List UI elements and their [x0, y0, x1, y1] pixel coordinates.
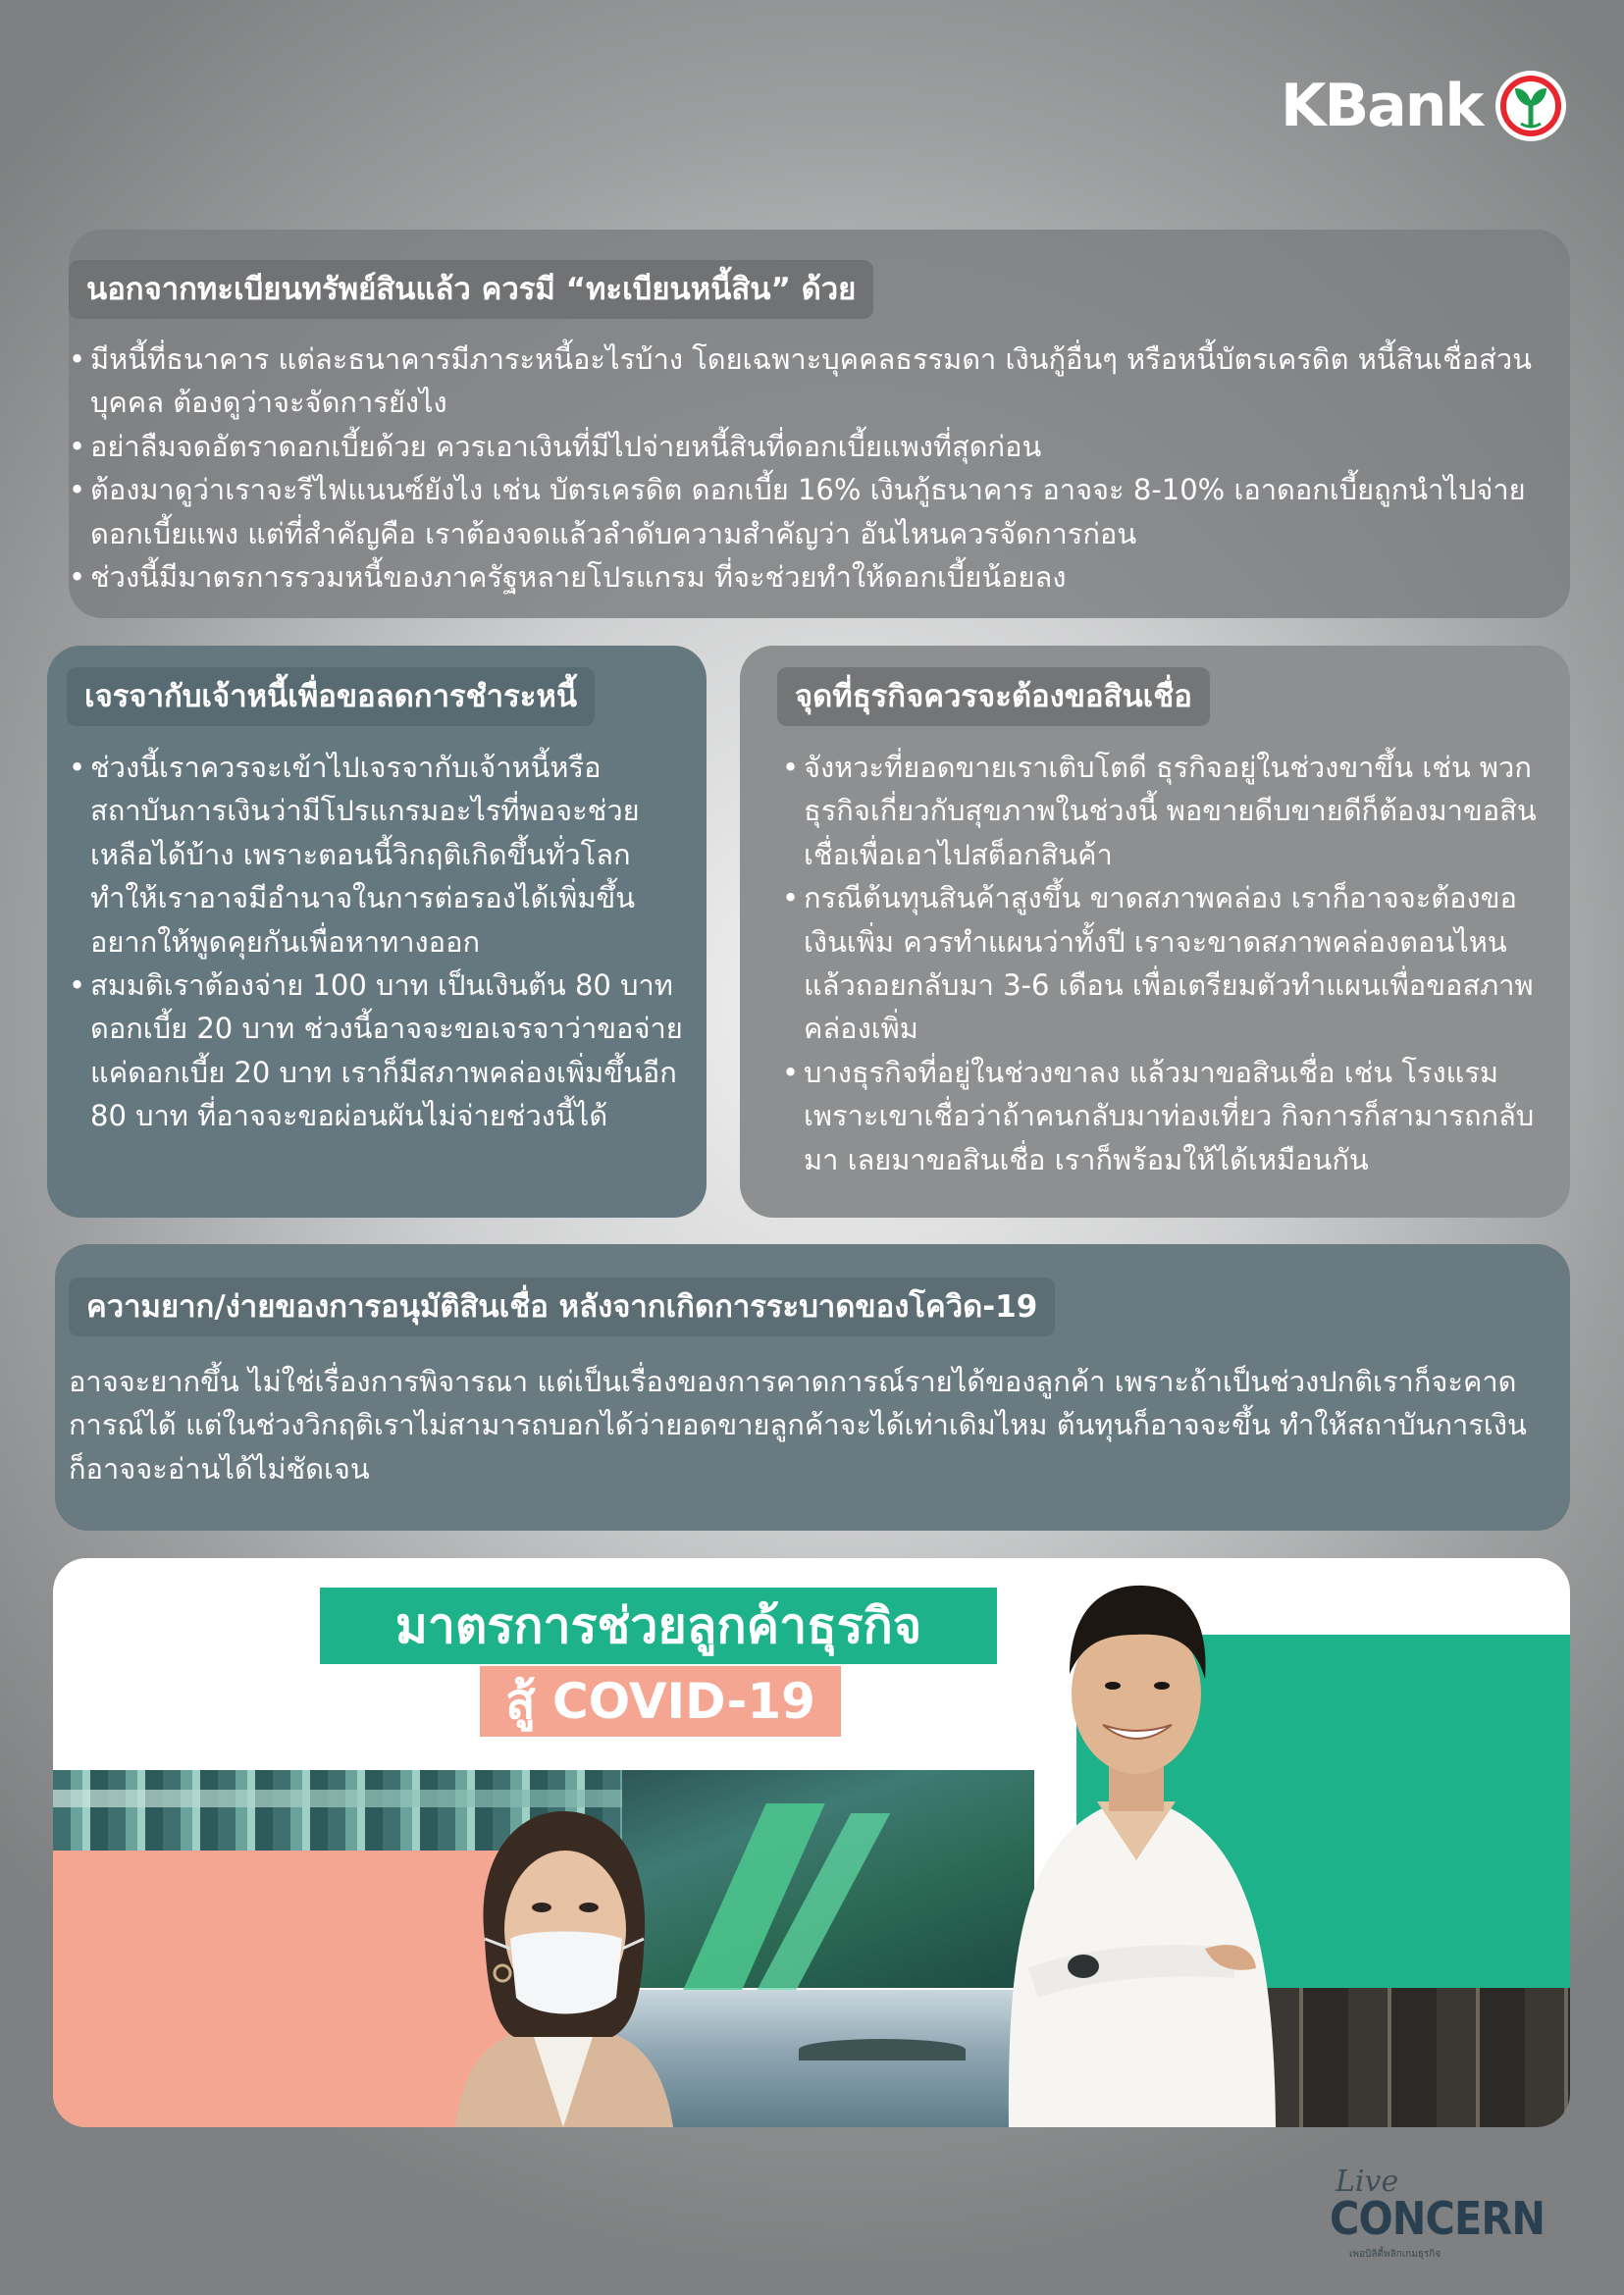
banner-title: มาตรการช่วยลูกค้าธุรกิจ [320, 1588, 997, 1664]
list-item: • กรณีต้นทุนสินค้าสูงขึ้น ขาดสภาพคล่อง เราก็อาจจะต้องขอเงินเพิ่ม ควรทำแผนว่าทั้งปี เราจะขาดสภาพคล่องตอนไหน แล้วถอยกลับมา 3-6 เดือน เพื่อเตรียมตัวทำแผนเพื่อขอสภาพคล่องเพิ่ม [782, 876, 1547, 1051]
man-smiling-figure [989, 1576, 1303, 2127]
concern-tagline: เพอบิลิตี้พลิกเกมธุรกิจ [1349, 2249, 1441, 2260]
kbank-logo-text: KBank [1281, 72, 1483, 140]
negotiate-creditor-title: เจรจากับเจ้าหนี้เพื่อขอลดการชำระหนี้ [67, 667, 595, 726]
kbank-logo [1281, 67, 1568, 145]
loan-approval-text: อาจจะยากขึ้น ไม่ใช่เรื่องการพิจารณา แต่เป็นเรื่องของการคาดการณ์รายได้ของลูกค้า เพราะถ้าเป็นช่วงปกติเราก็จะคาดการณ์ได้ แต่ในช่วงวิกฤติเราไม่สามารถบอกได้ว่ายอดขายลูกค้าจะได้เท่าเดิมไหม ต้นทุนก็อาจจะขึ้น ทำให้สถาบันการเงินก็อาจจะอ่านได้ไม่ชัดเจน [69, 1365, 1527, 1486]
loan-approval-title: ความยาก/ง่ายของการอนุมัติสินเชื่อ หลังจากเกิดการระบาดของโควิด-19 [69, 1278, 1055, 1336]
live-concern-logo [1330, 2165, 1545, 2263]
list-item: • ต้องมาดูว่าเราจะรีไฟแนนซ์ยังไง เช่น บัตรเครดิต ดอกเบี้ย 16% เงินกู้ธนาคาร อาจจะ 8-10% เอาดอกเบี้ยถูกนำไปจ่ายดอกเบี้ยแพง แต่ที่สำคัญคือ เราต้องจดแล้วลำดับความสำคัญว่า อันไหนควรจัดการก่อน [69, 468, 1541, 555]
island-shape [799, 2039, 966, 2060]
negotiate-creditor-list [69, 746, 687, 1138]
live-script-text: Live [1336, 2165, 1399, 2199]
when-to-borrow-title: จุดที่ธุรกิจควรจะต้องขอสินเชื่อ [777, 667, 1210, 726]
list-item: • ช่วงนี้เราควรจะเข้าไปเจรจากับเจ้าหนี้หรือสถาบันการเงินว่ามีโปรแกรมอะไรที่พอจะช่วยเหลือได้บ้าง เพราะตอนนี้วิกฤติเกิดขึ้นทั่วโลก ทำให้เราอาจมีอำนาจในการต่อรองได้เพิ่มขึ้นอยากให้พูดคุยกันเพื่อหาทางออก [69, 746, 687, 964]
list-item: • สมมติเราต้องจ่าย 100 บาท เป็นเงินต้น 80 บาท ดอกเบี้ย 20 บาท ช่วงนี้อาจจะขอเจรจาว่าขอจ่ายแค่ดอกเบี้ย 20 บาท เราก็มีสภาพคล่องเพิ่มขึ้นอีก 80 บาท ที่อาจจะขอผ่อนผันไม่จ่ายช่วงนี้ได้ [69, 964, 687, 1138]
kbank-leaf-icon [1493, 69, 1568, 143]
woman-masked-figure [416, 1801, 710, 2127]
list-item: • จังหวะที่ยอดขายเราเติบโตดี ธุรกิจอยู่ในช่วงขาขึ้น เช่น พวกธุรกิจเกี่ยวกับสุขภาพในช่วงนี้ พอขายดีบขายดีก็ต้องมาขอสินเชื่อเพื่อเอาไปสต็อกสินค้า [782, 746, 1547, 876]
list-item: • อย่าลืมจดอัตราดอกเบี้ยด้วย ควรเอาเงินที่มีไปจ่ายหนี้สินที่ดอกเบี้ยแพงที่สุดก่อน [69, 425, 1541, 468]
debt-register-list [69, 338, 1541, 599]
banner-subtitle: สู้ COVID-19 [480, 1666, 841, 1737]
debt-register-title: นอกจากทะเบียนทรัพย์สินแล้ว ควรมี “ทะเบียนหนี้สิน” ด้วย [69, 260, 873, 319]
covid-banner[interactable] [53, 1558, 1570, 2127]
when-to-borrow-list [782, 746, 1547, 1181]
list-item: • มีหนี้ที่ธนาคาร แต่ละธนาคารมีภาระหนี้อะไรบ้าง โดยเฉพาะบุคคลธรรมดา เงินกู้อื่นๆ หรือหนี้บัตรเครดิต หนี้สินเชื่อส่วนบุคคล ต้องดูว่าจะจัดการยังไง [69, 338, 1541, 425]
concern-text: CONCERN [1330, 2192, 1545, 2245]
list-item: • ช่วงนี้มีมาตรการรวมหนี้ของภาครัฐหลายโปรแกรม ที่จะช่วยทำให้ดอกเบี้ยน้อยลง [69, 555, 1541, 599]
list-item: • บางธุรกิจที่อยู่ในช่วงขาลง แล้วมาขอสินเชื่อ เช่น โรงแรม เพราะเขาเชื่อว่าถ้าคนกลับมาท่องเที่ยว กิจการก็สามารถกลับมา เลยมาขอสินเชื่อ เราก็พร้อมให้ได้เหมือนกัน [782, 1051, 1547, 1181]
